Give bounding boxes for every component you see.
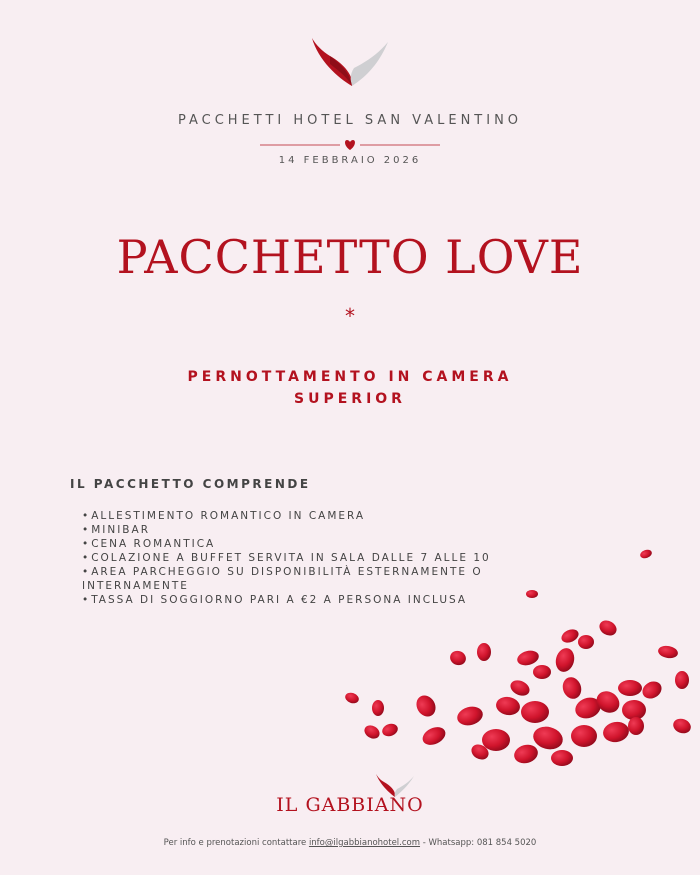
header-date: 14 FEBBRAIO 2026: [278, 155, 422, 166]
package-subtitle: [0, 366, 700, 410]
asterisk-ornament: *: [345, 304, 355, 328]
list-item: • AREA PARCHEGGIO SU DISPONIBILITÀ ESTERNAMENTE O INTERNAMENTE: [82, 565, 552, 593]
subtitle-line-1: PERNOTTAMENTO IN CAMERA: [187, 369, 513, 385]
package-title: PACCHETTO LOVE: [116, 230, 584, 284]
rose-petals-decoration: [330, 540, 700, 780]
email-link[interactable]: info@ilgabbianohotel.com: [308, 838, 421, 848]
heart-icon: [345, 140, 355, 150]
footer-contact: [0, 838, 700, 848]
list-item: • ALLESTIMENTO ROMANTICO IN CAMERA: [82, 509, 552, 523]
contact-prefix: Per info e prenotazioni contattare: [163, 838, 309, 848]
header-title: PACCHETTI HOTEL SAN VALENTINO: [177, 113, 523, 128]
heart-divider: [260, 138, 440, 152]
contact-suffix: - Whatsapp: 081 854 5020: [420, 838, 537, 848]
list-item: • CENA ROMANTICA: [82, 537, 552, 551]
footer-brand: IL GABBIANO: [276, 794, 424, 816]
list-item: • MINIBAR: [82, 523, 552, 537]
list-item: • COLAZIONE A BUFFET SERVITA IN SALA DALLE 7 ALLE 10: [82, 551, 552, 565]
subtitle-line-2: SUPERIOR: [294, 391, 406, 407]
list-item: • TASSA DI SOGGIORNO PARI A €2 A PERSONA INCLUSA: [82, 593, 552, 607]
heart-ribbon-logo-icon: [308, 34, 392, 88]
includes-title: IL PACCHETTO COMPRENDE: [70, 477, 311, 491]
